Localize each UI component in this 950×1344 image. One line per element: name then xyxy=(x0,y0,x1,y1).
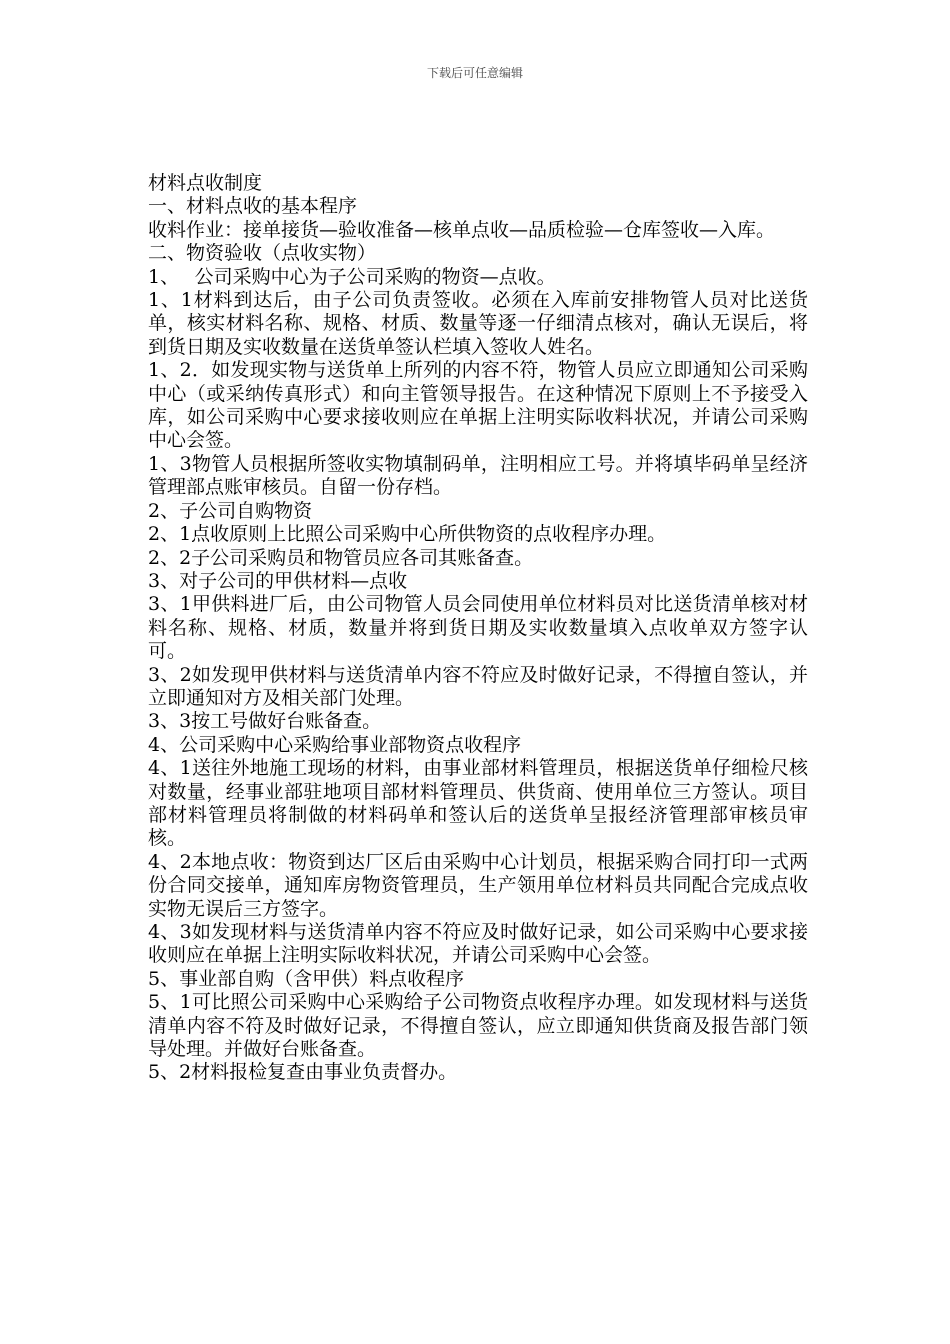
item-4: 4、公司采购中心采购给事业部物资点收程序 xyxy=(148,733,522,756)
item-3: 3、对子公司的甲供材料—点收 xyxy=(148,569,408,592)
document-body xyxy=(148,172,808,1085)
item-3-2: 3、2如发现甲供材料与送货清单内容不符应及时做好记录，不得擅自签认，并立即通知对方及相关部门处理。 xyxy=(148,663,808,709)
paragraph-receiving-flow: 收料作业：接单接货—验收准备—核单点收—品质检验—仓库签收—入库。 xyxy=(148,218,776,241)
item-5-1: 5、1可比照公司采购中心采购给子公司物资点收程序办理。如发现材料与送货清单内容不符及时做好记录，不得擅自签认，应立即通知供货商及报告部门领导处理。并做好台账备查。 xyxy=(148,991,808,1061)
item-2-1: 2、1点收原则上比照公司采购中心所供物资的点收程序办理。 xyxy=(148,523,667,546)
page-header-note: 下载后可任意编辑 xyxy=(426,66,523,80)
item-5-2: 5、2材料报检复查由事业负责督办。 xyxy=(148,1061,458,1084)
item-2-2: 2、2子公司采购员和物管员应各司其账备查。 xyxy=(148,546,534,569)
item-4-1: 4、1送往外地施工现场的材料，由事业部材料管理员，根据送货单仔细检尺核对数量，经事业部驻地项目部材料管理员、供货商、使用单位三方签认。项目部材料管理员将制做的材料码单和签认后的送货单呈报经济管理部审核员审核。 xyxy=(148,757,808,850)
section-heading-2: 二、物资验收（点收实物） xyxy=(148,242,377,265)
item-5: 5、事业部自购（含甲供）料点收程序 xyxy=(148,967,465,990)
item-4-2: 4、2本地点收：物资到达厂区后由采购中心计划员，根据采购合同打印一式两份合同交接单，通知库房物资管理员，生产领用单位材料员共同配合完成点收实物无误后三方签字。 xyxy=(148,850,808,920)
item-3-3: 3、3按工号做好台账备查。 xyxy=(148,710,382,733)
document-title: 材料点收制度 xyxy=(148,172,263,194)
item-1-3: 1、3物管人员根据所签收实物填制码单，注明相应工号。并将填毕码单呈经济管理部点账审核员。自留一份存档。 xyxy=(148,452,808,499)
item-4-3: 4、3如发现材料与送货清单内容不符应及时做好记录，如公司采购中心要求接收则应在单据上注明实际收料状况，并请公司采购中心会签。 xyxy=(148,921,808,967)
section-heading-1: 一、材料点收的基本程序 xyxy=(148,195,358,218)
item-1-2: 1、2．如发现实物与送货单上所列的内容不符，物管人员应立即通知公司采购中心（或采纳传真形式）和向主管领导报告。在这种情况下原则上不予接受入库，如公司采购中心要求接收则应在单据上注明实际收料状况，并请公司采购中心会签。 xyxy=(148,359,808,452)
item-2: 2、子公司自购物资 xyxy=(148,499,313,522)
item-3-1: 3、1甲供料进厂后，由公司物管人员会同使用单位材料员对比送货清单核对材料名称、规格、材质，数量并将到货日期及实收数量填入点收单双方签字认可。 xyxy=(148,593,808,663)
item-1: 1、 公司采购中心为子公司采购的物资—点收。 xyxy=(148,265,556,288)
item-1-1: 1、1材料到达后，由子公司负责签收。必须在入库前安排物管人员对比送货单，核实材料名称、规格、材质、数量等逐一仔细清点核对，确认无误后，将到货日期及实收数量在送货单签认栏填入签收人姓名。 xyxy=(148,289,808,358)
